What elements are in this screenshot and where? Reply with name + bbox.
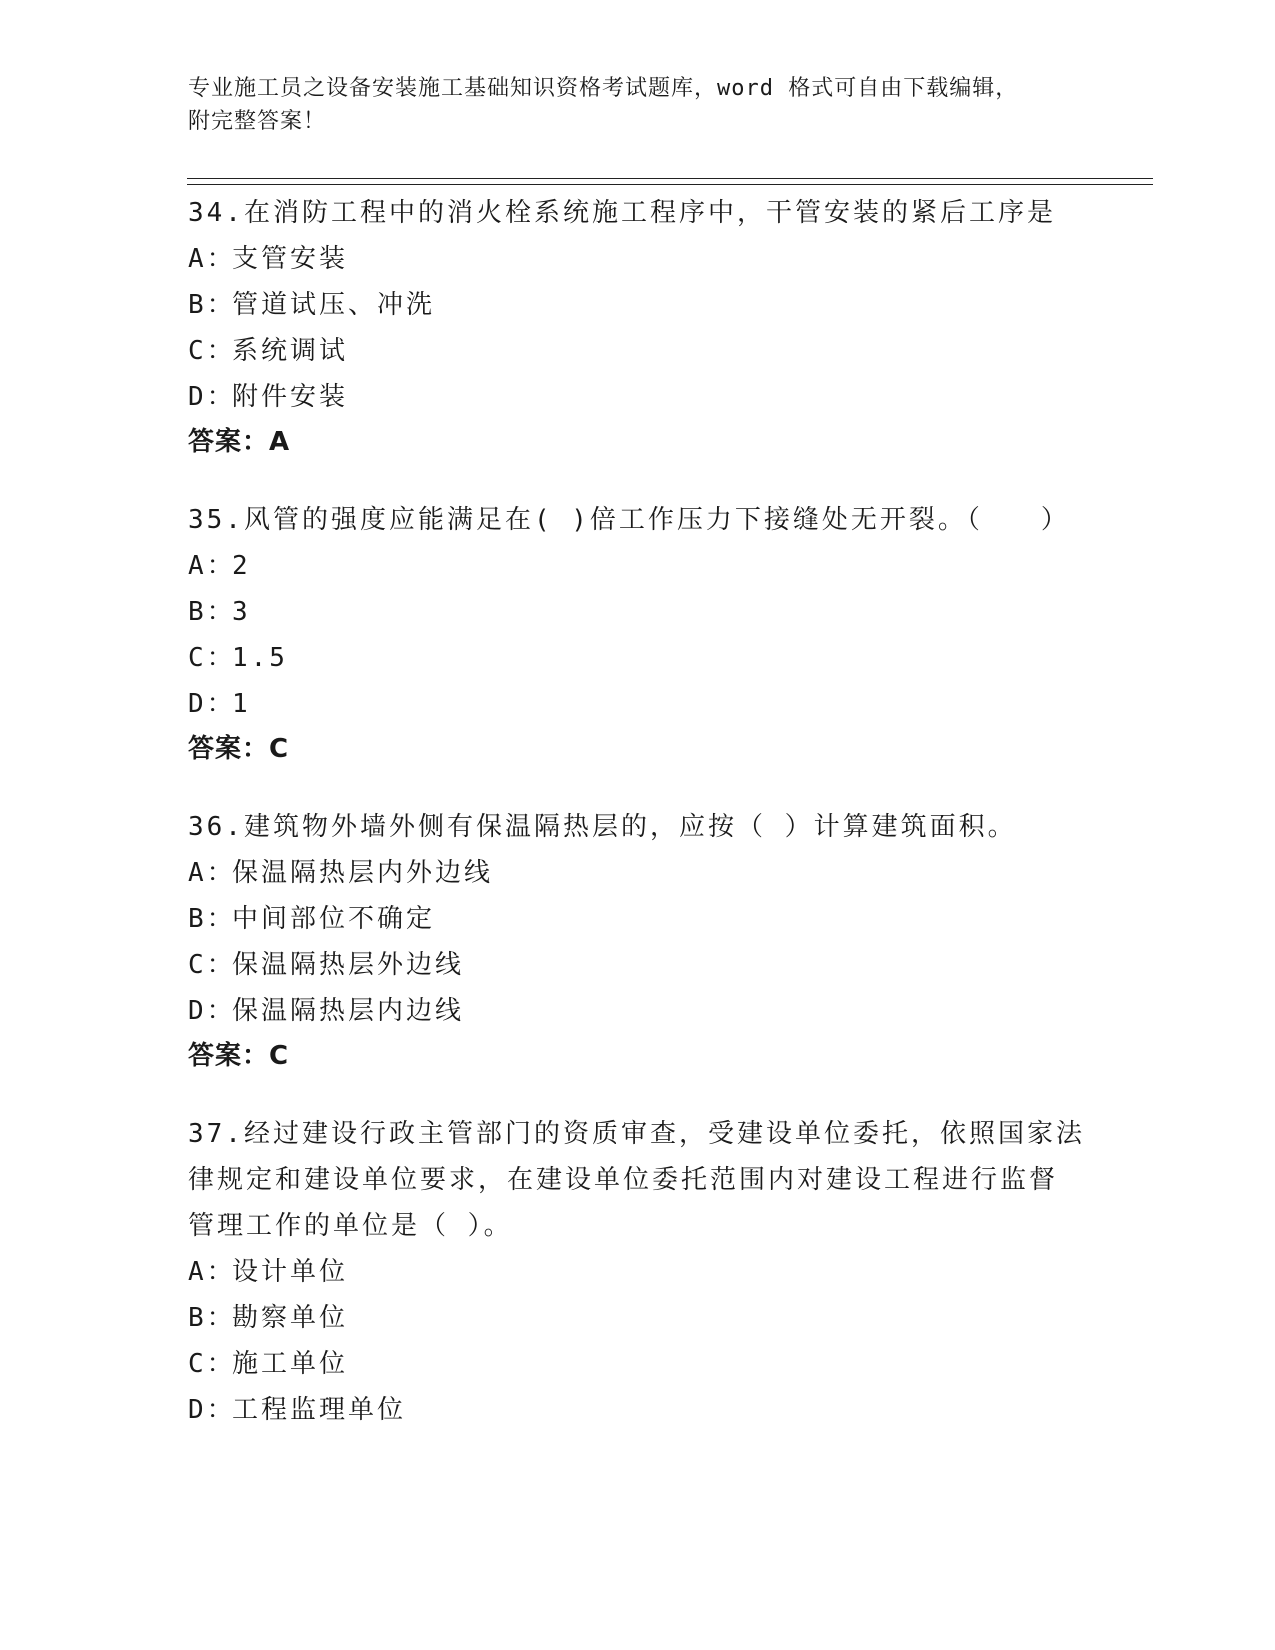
- option-a: [188, 236, 1088, 282]
- option-letter: C：: [188, 336, 236, 366]
- header-line-2: 附完整答案！: [188, 109, 327, 134]
- question-36: [188, 804, 1088, 1078]
- option-letter: C：: [188, 1349, 236, 1379]
- option-letter: B：: [188, 597, 236, 627]
- option-b: [188, 1295, 1088, 1341]
- option-c: [188, 942, 1088, 988]
- option-text: 保温隔热层外边线: [232, 950, 465, 980]
- answer-label: 答案：C: [188, 734, 290, 764]
- option-letter: D：: [188, 689, 236, 719]
- option-letter: C：: [188, 643, 236, 673]
- option-letter: C：: [188, 950, 236, 980]
- question-text: 35.风管的强度应能满足在( )倍工作压力下接缝处无开裂。（ ）: [188, 505, 1070, 535]
- option-letter: A：: [188, 244, 236, 274]
- option-text: 3: [232, 597, 251, 627]
- option-a: [188, 543, 1088, 589]
- option-letter: A：: [188, 551, 236, 581]
- question-text: 36.建筑物外墙外侧有保温隔热层的，应按（ ）计算建筑面积。: [188, 812, 1017, 842]
- option-text: 施工单位: [232, 1349, 349, 1379]
- answer-label: 答案：A: [188, 427, 291, 457]
- option-letter: A：: [188, 858, 236, 888]
- option-letter: B：: [188, 1303, 236, 1333]
- question-text-line-3: 管理工作的单位是（ ）。: [188, 1211, 513, 1241]
- option-text: 保温隔热层内外边线: [232, 858, 494, 888]
- option-letter: D：: [188, 382, 236, 412]
- option-text: 1.5: [232, 643, 288, 673]
- header-divider-top: [187, 178, 1153, 179]
- option-d: [188, 374, 1088, 420]
- question-37: [188, 1111, 1088, 1433]
- option-text: 设计单位: [232, 1257, 349, 1287]
- option-letter: D：: [188, 996, 236, 1026]
- option-text: 2: [232, 551, 251, 581]
- option-b: [188, 282, 1088, 328]
- option-text: 1: [232, 689, 251, 719]
- option-letter: B：: [188, 290, 236, 320]
- question-text-line-1: 37.经过建设行政主管部门的资质审查，受建设单位委托，依照国家法: [188, 1119, 1085, 1149]
- option-b: [188, 896, 1088, 942]
- option-text: 附件安装: [232, 382, 349, 412]
- option-d: [188, 1387, 1088, 1433]
- option-a: [188, 1249, 1088, 1295]
- option-c: [188, 1341, 1088, 1387]
- option-text: 工程监理单位: [232, 1395, 407, 1425]
- header-divider-bottom: [187, 184, 1153, 185]
- option-c: [188, 635, 1088, 681]
- option-text: 支管安装: [232, 244, 349, 274]
- question-34: [188, 190, 1088, 464]
- option-b: [188, 589, 1088, 635]
- option-c: [188, 328, 1088, 374]
- option-a: [188, 850, 1088, 896]
- option-letter: A：: [188, 1257, 236, 1287]
- option-text: 管道试压、冲洗: [232, 290, 436, 320]
- option-text: 勘察单位: [232, 1303, 349, 1333]
- question-35: [188, 497, 1088, 771]
- option-letter: D：: [188, 1395, 236, 1425]
- option-d: [188, 681, 1088, 727]
- option-text: 中间部位不确定: [232, 904, 436, 934]
- header-line-1: 专业施工员之设备安装施工基础知识资格考试题库，word 格式可自由下载编辑，: [188, 76, 1019, 101]
- question-text-line-2: 律规定和建设单位要求，在建设单位委托范围内对建设工程进行监督: [188, 1165, 1059, 1195]
- document-header: [188, 72, 1088, 138]
- option-d: [188, 988, 1088, 1034]
- question-text: 34.在消防工程中的消火栓系统施工程序中，干管安装的紧后工序是: [188, 198, 1056, 228]
- option-letter: B：: [188, 904, 236, 934]
- question-list: [188, 190, 1088, 1466]
- option-text: 系统调试: [232, 336, 349, 366]
- answer-label: 答案：C: [188, 1041, 290, 1071]
- option-text: 保温隔热层内边线: [232, 996, 465, 1026]
